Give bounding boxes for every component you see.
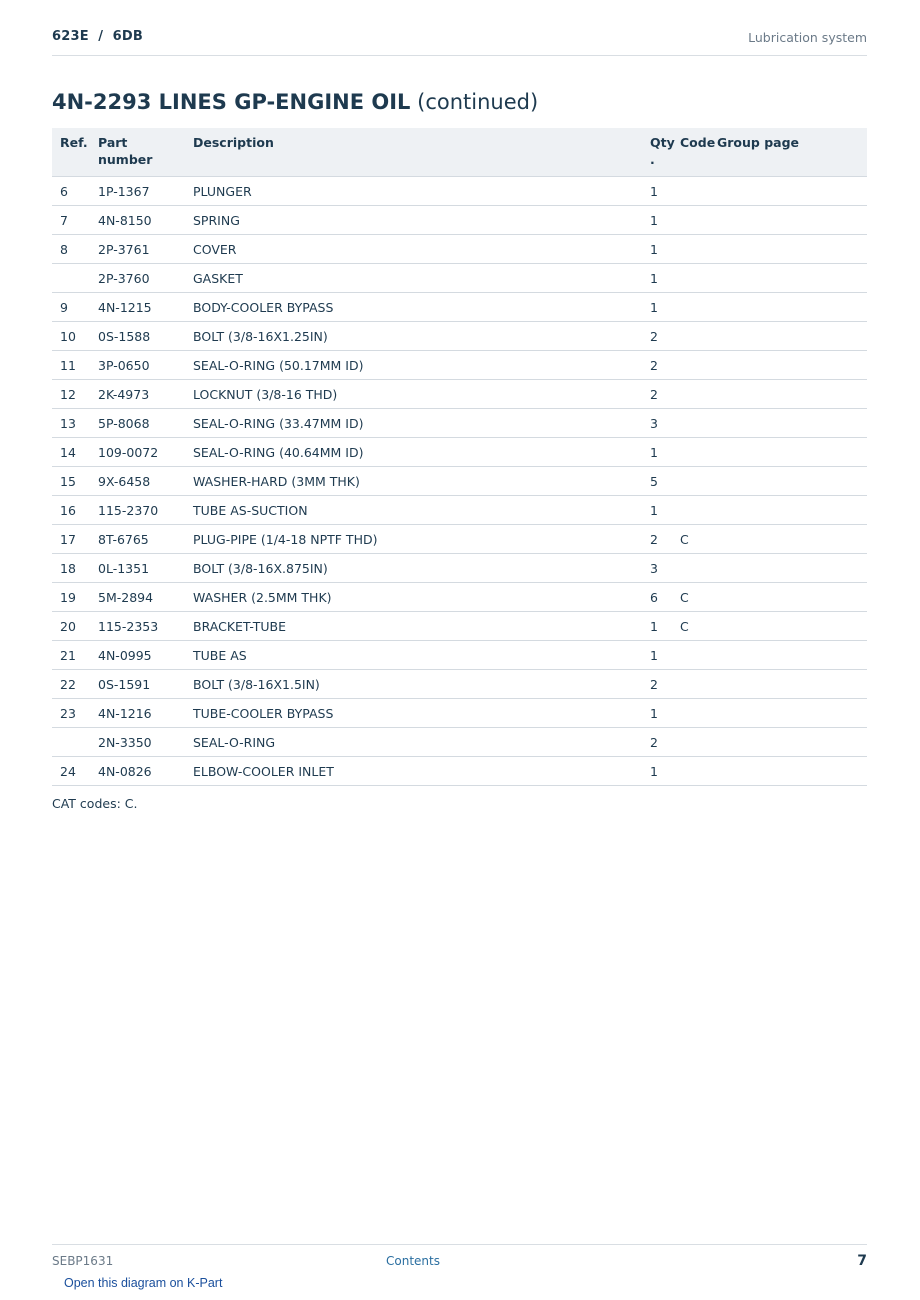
cell-ref: 13 xyxy=(52,409,90,438)
cell-ref: 20 xyxy=(52,612,90,641)
cell-part-number: 4N-8150 xyxy=(90,206,185,235)
cell-description: WASHER-HARD (3MM THK) xyxy=(185,467,642,496)
page-footer xyxy=(52,1244,867,1275)
cell-qty: 2 xyxy=(642,322,672,351)
section-name: Lubrication system xyxy=(748,30,867,45)
cell-part-number: 2P-3761 xyxy=(90,235,185,264)
cell-ref: 23 xyxy=(52,699,90,728)
model-label: 623E / 6DB xyxy=(52,29,144,44)
cell-ref: 6 xyxy=(52,177,90,206)
cell-part-number: 8T-6765 xyxy=(90,525,185,554)
cell-part-number: 2P-3760 xyxy=(90,264,185,293)
cell-qty: 2 xyxy=(642,670,672,699)
cell-ref: 22 xyxy=(52,670,90,699)
cell-description: SPRING xyxy=(185,206,642,235)
table-row xyxy=(52,235,867,264)
header-qty: Qty . xyxy=(642,128,672,177)
cell-ref: 17 xyxy=(52,525,90,554)
cell-description: BOLT (3/8-16X1.25IN) xyxy=(185,322,642,351)
cell-code xyxy=(672,409,709,438)
cell-qty: 2 xyxy=(642,351,672,380)
cell-group-page xyxy=(709,235,867,264)
table-row xyxy=(52,206,867,235)
cell-part-number: 4N-1216 xyxy=(90,699,185,728)
table-row xyxy=(52,409,867,438)
cell-code xyxy=(672,728,709,757)
cell-group-page xyxy=(709,409,867,438)
page-number: 7 xyxy=(857,1253,867,1269)
table-row xyxy=(52,264,867,293)
cell-qty: 1 xyxy=(642,496,672,525)
cell-group-page xyxy=(709,757,867,786)
cell-group-page xyxy=(709,380,867,409)
header-part-number: Part number xyxy=(90,128,185,177)
cell-qty: 1 xyxy=(642,235,672,264)
cell-description: BOLT (3/8-16X.875IN) xyxy=(185,554,642,583)
cell-group-page xyxy=(709,438,867,467)
cell-group-page xyxy=(709,293,867,322)
cell-code xyxy=(672,641,709,670)
parts-table xyxy=(52,128,867,786)
cell-description: SEAL-O-RING (40.64MM ID) xyxy=(185,438,642,467)
table-row xyxy=(52,728,867,757)
cell-part-number: 0L-1351 xyxy=(90,554,185,583)
cell-description: TUBE AS xyxy=(185,641,642,670)
cell-description: BRACKET-TUBE xyxy=(185,612,642,641)
cell-qty: 1 xyxy=(642,293,672,322)
cat-codes-note: CAT codes: C. xyxy=(52,796,138,811)
cell-ref: 10 xyxy=(52,322,90,351)
page-title xyxy=(52,90,538,114)
cell-qty: 1 xyxy=(642,641,672,670)
page-header xyxy=(52,28,867,56)
cell-group-page xyxy=(709,612,867,641)
table-row xyxy=(52,612,867,641)
cell-qty: 1 xyxy=(642,699,672,728)
cell-group-page xyxy=(709,525,867,554)
cell-description: PLUNGER xyxy=(185,177,642,206)
table-row xyxy=(52,583,867,612)
header-description: Description xyxy=(185,128,642,177)
cell-qty: 1 xyxy=(642,206,672,235)
cell-part-number: 1P-1367 xyxy=(90,177,185,206)
cell-description: TUBE AS-SUCTION xyxy=(185,496,642,525)
cell-group-page xyxy=(709,322,867,351)
cell-group-page xyxy=(709,728,867,757)
cell-qty: 1 xyxy=(642,264,672,293)
open-diagram-kpart-link[interactable]: Open this diagram on K-Part xyxy=(64,1276,223,1290)
cell-ref xyxy=(52,728,90,757)
cell-code xyxy=(672,235,709,264)
cell-qty: 2 xyxy=(642,728,672,757)
cell-part-number: 4N-0995 xyxy=(90,641,185,670)
cell-ref: 15 xyxy=(52,467,90,496)
table-row xyxy=(52,496,867,525)
table-row xyxy=(52,525,867,554)
contents-link[interactable]: Contents xyxy=(386,1254,440,1268)
table-row xyxy=(52,380,867,409)
cell-code xyxy=(672,380,709,409)
parts-table-body xyxy=(52,177,867,786)
title-main: 4N-2293 LINES GP-ENGINE OIL xyxy=(52,90,411,114)
table-row xyxy=(52,699,867,728)
cell-group-page xyxy=(709,583,867,612)
cell-part-number: 2K-4973 xyxy=(90,380,185,409)
cell-ref: 21 xyxy=(52,641,90,670)
cell-ref: 12 xyxy=(52,380,90,409)
cell-code: C xyxy=(672,583,709,612)
table-row xyxy=(52,177,867,206)
cell-group-page xyxy=(709,496,867,525)
cell-part-number: 0S-1588 xyxy=(90,322,185,351)
cell-code xyxy=(672,351,709,380)
cell-qty: 5 xyxy=(642,467,672,496)
table-row xyxy=(52,293,867,322)
table-row xyxy=(52,641,867,670)
cell-qty: 2 xyxy=(642,525,672,554)
cell-qty: 2 xyxy=(642,380,672,409)
cell-part-number: 0S-1591 xyxy=(90,670,185,699)
cell-ref: 16 xyxy=(52,496,90,525)
cell-part-number: 4N-1215 xyxy=(90,293,185,322)
cell-group-page xyxy=(709,206,867,235)
cell-description: ELBOW-COOLER INLET xyxy=(185,757,642,786)
cell-code: C xyxy=(672,612,709,641)
cell-part-number: 115-2353 xyxy=(90,612,185,641)
header-code: Code xyxy=(672,128,709,177)
cell-group-page xyxy=(709,467,867,496)
header-ref: Ref. xyxy=(52,128,90,177)
cell-description: WASHER (2.5MM THK) xyxy=(185,583,642,612)
table-header-row xyxy=(52,128,867,177)
cell-code xyxy=(672,757,709,786)
cell-code xyxy=(672,206,709,235)
cell-description: SEAL-O-RING (50.17MM ID) xyxy=(185,351,642,380)
cell-code xyxy=(672,264,709,293)
cell-part-number: 115-2370 xyxy=(90,496,185,525)
cell-group-page xyxy=(709,351,867,380)
table-row xyxy=(52,438,867,467)
cell-ref: 7 xyxy=(52,206,90,235)
cell-part-number: 9X-6458 xyxy=(90,467,185,496)
cell-ref: 11 xyxy=(52,351,90,380)
title-suffix: (continued) xyxy=(417,90,539,114)
cell-qty: 1 xyxy=(642,438,672,467)
table-row xyxy=(52,554,867,583)
cell-description: BOLT (3/8-16X1.5IN) xyxy=(185,670,642,699)
table-row xyxy=(52,322,867,351)
cell-code xyxy=(672,699,709,728)
table-row xyxy=(52,351,867,380)
cell-description: SEAL-O-RING xyxy=(185,728,642,757)
cell-ref: 9 xyxy=(52,293,90,322)
cell-code: C xyxy=(672,525,709,554)
cell-description: TUBE-COOLER BYPASS xyxy=(185,699,642,728)
cell-group-page xyxy=(709,641,867,670)
cell-code xyxy=(672,438,709,467)
cell-group-page xyxy=(709,177,867,206)
table-row xyxy=(52,670,867,699)
cell-part-number: 5M-2894 xyxy=(90,583,185,612)
cell-part-number: 3P-0650 xyxy=(90,351,185,380)
cell-part-number: 5P-8068 xyxy=(90,409,185,438)
cell-description: SEAL-O-RING (33.47MM ID) xyxy=(185,409,642,438)
cell-code xyxy=(672,554,709,583)
cell-code xyxy=(672,467,709,496)
cell-qty: 1 xyxy=(642,757,672,786)
cell-description: GASKET xyxy=(185,264,642,293)
cell-code xyxy=(672,293,709,322)
cell-part-number: 4N-0826 xyxy=(90,757,185,786)
cell-ref: 14 xyxy=(52,438,90,467)
cell-ref xyxy=(52,264,90,293)
cell-qty: 3 xyxy=(642,554,672,583)
cell-ref: 8 xyxy=(52,235,90,264)
cell-ref: 18 xyxy=(52,554,90,583)
cell-qty: 6 xyxy=(642,583,672,612)
table-row xyxy=(52,467,867,496)
cell-qty: 3 xyxy=(642,409,672,438)
cell-description: LOCKNUT (3/8-16 THD) xyxy=(185,380,642,409)
document-code: SEBP1631 xyxy=(52,1254,114,1268)
cell-group-page xyxy=(709,264,867,293)
cell-code xyxy=(672,670,709,699)
cell-description: COVER xyxy=(185,235,642,264)
header-group-page: Group page xyxy=(709,128,867,177)
cell-description: PLUG-PIPE (1/4-18 NPTF THD) xyxy=(185,525,642,554)
cell-qty: 1 xyxy=(642,612,672,641)
cell-part-number: 2N-3350 xyxy=(90,728,185,757)
cell-code xyxy=(672,177,709,206)
cell-group-page xyxy=(709,554,867,583)
cell-group-page xyxy=(709,670,867,699)
cell-group-page xyxy=(709,699,867,728)
cell-qty: 1 xyxy=(642,177,672,206)
cell-code xyxy=(672,322,709,351)
cell-ref: 24 xyxy=(52,757,90,786)
cell-part-number: 109-0072 xyxy=(90,438,185,467)
table-row xyxy=(52,757,867,786)
cell-code xyxy=(672,496,709,525)
cell-description: BODY-COOLER BYPASS xyxy=(185,293,642,322)
cell-ref: 19 xyxy=(52,583,90,612)
